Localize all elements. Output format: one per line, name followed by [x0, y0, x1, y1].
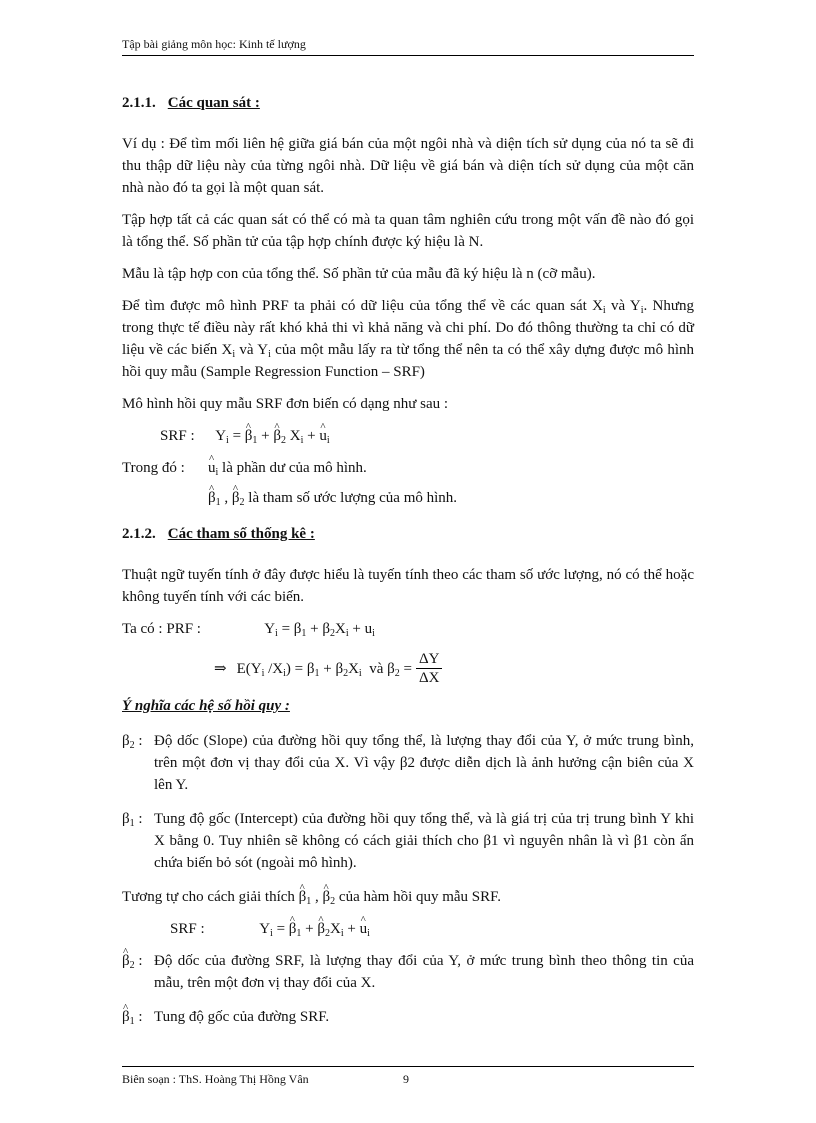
beta2-definition: $\beta_2$ : Độ dốc (Slope) của đường hồi quy tổng thể, là lượng thay đổi của Y, ở mức trung bình, trên một đơn vị thay đổi của X. Vì vậy β2 được diễn dịch là ảnh hưởng cận biên của X lên Y.: [122, 730, 694, 796]
expectation-formula: ⇒ $E(Y_i$ $/X_i) = \beta_1 + \beta_2X_i$ và $\beta_2$ = $\frac{\Delta Y}{\Delta X}$: [214, 650, 694, 687]
page-header: Tập bài giảng môn học: Kinh tế lượng: [122, 37, 306, 51]
paragraph-sample: Mẫu là tập hợp con của tổng thể. Số phần tử của mẫu đã ký hiệu là n (cỡ mẫu).: [122, 266, 596, 282]
footer-rule: [122, 1066, 694, 1067]
beta2-description: Độ dốc (Slope) của đường hồi quy tổng thể, là lượng thay đổi của Y, ở mức trung bình, trên một đơn vị thay đổi của X. Vì vậy β2 được diễn dịch là ảnh hưởng cận biên của X lên Y.: [154, 733, 694, 793]
where-label: Trong đó :: [122, 460, 185, 476]
beta1-description: Tung độ gốc (Intercept) của đường hồi quy tổng thể, và là giá trị của trị trung bình Y khi X bằng 0. Tuy nhiên sẽ không có cách giải thích cho β1 vì nguyên nhân là vì β1 còn ẩn chứa biến bỏ sót (ngoài mô hình).: [154, 811, 694, 871]
section-title-text: Các tham số thống kê :: [167, 526, 315, 542]
paragraph-population: Tập hợp tất cả các quan sát có thể có mà ta quan tâm nghiên cứu trong một vấn đề nào đó gọi là tổng thể. Số phần tử của tập hợp chính được ký hiệu là N.: [122, 212, 694, 250]
header-rule: [122, 55, 694, 56]
section-number: 2.1.1.: [122, 95, 156, 111]
implies-icon: ⇒: [214, 660, 227, 677]
paragraph-similar: Tương tự cho cách giải thích ^ $\beta_1$ , ^ $\beta_2$ của hàm hồi quy mẫu SRF.: [122, 886, 694, 908]
hat-beta1-definition: ^ $\beta_1$ : Tung độ gốc của đường SRF.: [122, 1006, 694, 1028]
hat-beta1-description: Tung độ gốc của đường SRF.: [154, 1009, 330, 1025]
srf-label: SRF :: [170, 921, 205, 937]
section-title-observations: [122, 92, 694, 114]
srf-formula: SRF : $Y_i$ = ^ $\beta_1$ + ^ $\beta_2$ $X_i$ + ^ $u_i$: [160, 425, 694, 447]
prf-label: Ta có : PRF :: [122, 621, 201, 637]
prf-formula: Ta có : PRF : $Y_i = \beta_1 + \beta_2X_i + u_i$: [122, 618, 694, 640]
where-line-residual: Trong đó :^ $u_i$ là phần dư của mô hình.: [122, 457, 694, 479]
section-number: 2.1.2.: [122, 526, 156, 542]
hat-beta2-definition: ^ $\beta_2$ : Độ dốc của đường SRF, là lượng thay đổi của Y, ở mức trung bình theo thông tin của mẫu, trên một đơn vị thay đổi của X.: [122, 950, 694, 994]
hat-beta2-description: Độ dốc của đường SRF, là lượng thay đổi của Y, ở mức trung bình theo thông tin của mẫu, trên một đơn vị thay đổi của X.: [154, 953, 694, 991]
page-content: [122, 92, 694, 1040]
where-line-params: ^ $\beta_1$ , ^ $\beta_2$ là tham số ước lượng của mô hình.: [208, 487, 694, 509]
beta1-definition: $\beta_1$ : Tung độ gốc (Intercept) của đường hồi quy tổng thể, và là giá trị của trị trung bình Y khi X bằng 0. Tuy nhiên sẽ không có cách giải thích cho β1 vì nguyên nhân là vì β1 còn ẩn chứa biến bỏ sót (ngoài mô hình).: [122, 808, 694, 874]
paragraph-linear: Thuật ngữ tuyến tính ở đây được hiểu là tuyến tính theo các tham số ước lượng, nó có thể hoặc không tuyến tính với các biến.: [122, 567, 694, 605]
paragraph-srf-intro: Mô hình hồi quy mẫu SRF đơn biến có dạng như sau :: [122, 396, 449, 412]
paragraph-example: Ví dụ : Để tìm mối liên hệ giữa giá bán của một ngôi nhà và diện tích sử dụng của nó ta sẽ đi thu thập dữ liệu này của từng ngôi nhà. Dữ liệu về giá bán và diện tích sử dụng của một căn nhà nào đó ta gọi là một quan sát.: [122, 136, 694, 196]
srf-label: SRF :: [160, 428, 195, 444]
delta-fraction: $\frac{\Delta Y}{\Delta X}$: [416, 650, 442, 687]
meaning-title: Ý nghĩa các hệ số hồi quy :: [122, 698, 290, 714]
footer-author: Biên soạn : ThS. Hoàng Thị Hồng Vân: [122, 1072, 309, 1086]
page-number: 9: [403, 1072, 409, 1086]
section-title-text: Các quan sát :: [167, 95, 260, 111]
srf-formula-2: SRF : $Y_i$ = ^ $\beta_1$ + ^ $\beta_2X_i$ + ^ $u_i$: [170, 918, 694, 940]
section-title-statistics: [122, 523, 694, 545]
paragraph-prf-data: Để tìm được mô hình PRF ta phải có dữ liệu của tổng thể về các quan sát $X_i$ và $Y_i$. Nhưng trong thực tế điều này rất khó khả thi vì khả năng và chi phí. Do đó thông thường ta chỉ có dữ liệu về các biến $X_i$ và $Y_i$ của một mẫu lấy ra từ tổng thể nên ta có thể xây dựng được mô hình hồi quy mẫu (Sample Regression Function – SRF): [122, 298, 695, 380]
